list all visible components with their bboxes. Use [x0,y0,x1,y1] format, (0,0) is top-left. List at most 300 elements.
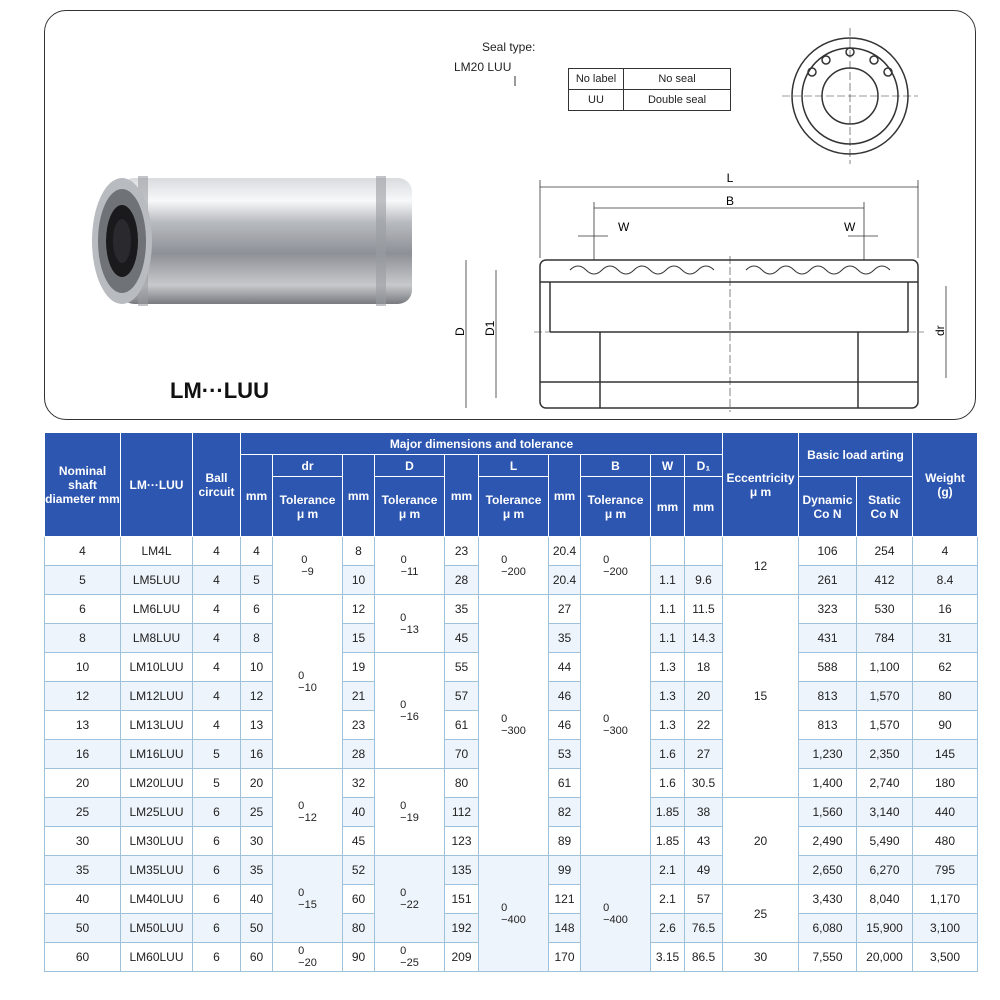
cell-nominal: 40 [45,885,121,914]
cell-dynamic: 2,490 [799,827,857,856]
cell-L-tol [479,537,549,595]
cell-weight: 795 [913,856,978,885]
technical-drawing [430,20,970,420]
cell-nominal: 60 [45,943,121,972]
seal-code-cell: UU [569,90,624,111]
cell-ball: 6 [193,856,241,885]
col-static [857,477,913,537]
tolerance-upper: 0 [400,887,407,899]
tolerance-value [501,713,526,737]
cell-dynamic: 431 [799,624,857,653]
cell-dr-mm: 6 [241,595,273,624]
cell-dr-mm: 12 [241,682,273,711]
cell-L-mm: 35 [445,595,479,624]
tolerance-lower: −12 [298,812,317,824]
header-row [45,433,978,455]
cell-B-mm: 35 [549,624,581,653]
cell-ball: 4 [193,711,241,740]
cell-L-tol [479,595,549,856]
cell-static: 412 [857,566,913,595]
tolerance-value [400,699,419,723]
cell-eccentricity: 20 [723,798,799,885]
cell-B-mm: 99 [549,856,581,885]
cell-weight: 90 [913,711,978,740]
tolerance-upper: 0 [400,698,407,711]
cell-D-tol [375,537,445,595]
cell-D-mm: 60 [343,885,375,914]
cell-model: LM50LUU [121,914,193,943]
cell-D1: 11.5 [685,595,723,624]
tolerance-upper: 0 [298,945,305,957]
cell-D1: 30.5 [685,769,723,798]
spec-table [44,432,978,972]
cell-D-tol [375,653,445,769]
tolerance-value [603,902,628,926]
cell-ball: 5 [193,740,241,769]
cell-dynamic: 106 [799,537,857,566]
cell-W: 1.1 [651,624,685,653]
cell-D-mm: 19 [343,653,375,682]
cell-B-mm: 170 [549,943,581,972]
cell-D-mm: 8 [343,537,375,566]
cell-static: 1,570 [857,682,913,711]
cell-ball: 4 [193,682,241,711]
tolerance-value [400,945,419,969]
cell-dr-tol [273,769,343,856]
cell-ball: 6 [193,885,241,914]
cell-model: LM16LUU [121,740,193,769]
cell-ball: 4 [193,595,241,624]
static-unit: Co N [870,506,899,521]
dim-W-left: W [618,220,630,234]
cell-dr-mm: 4 [241,537,273,566]
cell-D1: 22 [685,711,723,740]
cell-model: LM30LUU [121,827,193,856]
cell-dr-mm: 50 [241,914,273,943]
cell-D-mm: 21 [343,682,375,711]
cell-weight: 80 [913,682,978,711]
tolerance-upper: 0 [400,800,407,812]
seal-desc-cell: Double seal [624,90,731,111]
cell-D1: 20 [685,682,723,711]
tolerance-lower: −300 [501,725,526,737]
cell-D1: 49 [685,856,723,885]
cell-L-mm: 61 [445,711,479,740]
col-D1: D₁ [685,455,723,477]
cell-W: 1.6 [651,769,685,798]
cell-D-mm: 32 [343,769,375,798]
cell-D-tol [375,943,445,972]
tolerance-lower: −200 [603,565,628,578]
cell-dr-mm: 30 [241,827,273,856]
cell-eccentricity: 15 [723,595,799,798]
cell-D1: 38 [685,798,723,827]
tolerance-value [298,945,317,969]
tolerance-lower: −400 [603,913,628,926]
cell-model: LM25LUU [121,798,193,827]
cell-static: 530 [857,595,913,624]
dynamic-unit: Co N [813,506,842,521]
cell-D-mm: 90 [343,943,375,972]
col-major: Major dimensions and tolerance [241,433,723,455]
cell-dr-mm: 8 [241,624,273,653]
cell-weight: 180 [913,769,978,798]
cell-D-tol [375,856,445,943]
cell-B-mm: 20.4 [549,566,581,595]
tol-unit: μ m [296,506,319,521]
cell-D1 [685,537,723,566]
cell-dr-mm: 60 [241,943,273,972]
tolerance-lower: −10 [298,681,317,694]
cell-dr-mm: 5 [241,566,273,595]
cell-D1: 27 [685,740,723,769]
cell-dynamic: 1,560 [799,798,857,827]
cell-weight: 1,170 [913,885,978,914]
cell-W: 1.85 [651,798,685,827]
cell-weight: 440 [913,798,978,827]
tol-label: Tolerance [485,492,542,507]
cell-L-mm: 28 [445,566,479,595]
cell-model: LM10LUU [121,653,193,682]
tolerance-lower: −400 [501,913,526,926]
cell-L-mm: 135 [445,856,479,885]
tolerance-upper: 0 [603,553,610,566]
col-ball: Ball circuit [193,433,241,537]
cell-nominal: 50 [45,914,121,943]
cell-D-tol [375,769,445,856]
tol-label: Tolerance [279,492,336,507]
cell-nominal: 25 [45,798,121,827]
col-W-mm: mm [651,477,685,537]
cell-dynamic: 588 [799,653,857,682]
cell-D-mm: 12 [343,595,375,624]
cell-ball: 4 [193,537,241,566]
cell-nominal: 6 [45,595,121,624]
cell-nominal: 30 [45,827,121,856]
tolerance-upper: 0 [501,901,508,914]
cell-static: 8,040 [857,885,913,914]
tolerance-lower: −22 [400,899,419,911]
cell-nominal: 16 [45,740,121,769]
cell-dynamic: 3,430 [799,885,857,914]
cell-nominal: 4 [45,537,121,566]
cell-ball: 6 [193,943,241,972]
tolerance-lower: −25 [400,957,419,969]
seal-type-code: LM20 LUU [454,60,512,74]
tolerance-lower: −15 [298,899,317,911]
col-D-tol [375,477,445,537]
dim-B: B [725,194,735,208]
cell-static: 2,740 [857,769,913,798]
tolerance-upper: 0 [400,553,407,566]
static-label: Static [868,492,901,507]
cell-B-mm: 82 [549,798,581,827]
dynamic-label: Dynamic [802,492,853,507]
col-B-tol [581,477,651,537]
cell-D1: 86.5 [685,943,723,972]
weight-label: Weight [925,470,965,485]
cell-B-mm: 121 [549,885,581,914]
weight-unit: (g) [937,484,953,499]
cell-D-mm: 40 [343,798,375,827]
cell-B-mm: 46 [549,682,581,711]
tolerance-lower: −13 [400,623,419,636]
tolerance-lower: −200 [501,565,526,578]
col-load: Basic load arting [799,433,913,477]
cell-W: 1.6 [651,740,685,769]
cell-dr-mm: 35 [241,856,273,885]
cell-ball: 6 [193,827,241,856]
product-label: LM···LUU [170,378,269,403]
cell-dynamic: 2,650 [799,856,857,885]
cell-W: 2.1 [651,885,685,914]
col-dr: dr [273,455,343,477]
cell-weight: 145 [913,740,978,769]
cell-dynamic: 6,080 [799,914,857,943]
tolerance-lower: −19 [400,812,419,824]
tolerance-value [400,800,419,824]
cell-W: 2.6 [651,914,685,943]
col-nominal: Nominal shaft diameter mm [45,433,121,537]
cell-D-mm: 10 [343,566,375,595]
col-B: B [581,455,651,477]
cell-B-mm: 53 [549,740,581,769]
cell-static: 20,000 [857,943,913,972]
cell-model: LM13LUU [121,711,193,740]
cell-static: 2,350 [857,740,913,769]
seal-desc-cell: No seal [624,69,731,90]
cell-weight: 3,100 [913,914,978,943]
tolerance-upper: 0 [501,553,508,566]
cell-model: LM60LUU [121,943,193,972]
tol-unit: μ m [502,506,525,521]
cell-B-tol [581,595,651,856]
cell-weight: 16 [913,595,978,624]
dim-D1: D1 [483,320,497,336]
col-dr-mm: mm [241,455,273,537]
cell-L-mm: 192 [445,914,479,943]
cell-model: LM4L [121,537,193,566]
cell-nominal: 20 [45,769,121,798]
tol-label: Tolerance [587,492,644,507]
col-weight [913,433,978,537]
cell-L-mm: 151 [445,885,479,914]
cell-dynamic: 813 [799,682,857,711]
cell-D-mm: 52 [343,856,375,885]
cell-dynamic: 7,550 [799,943,857,972]
cell-B-mm: 27 [549,595,581,624]
tolerance-upper: 0 [298,800,305,812]
tolerance-lower: −16 [400,710,419,723]
cell-W: 3.15 [651,943,685,972]
tolerance-value [501,902,526,926]
cell-weight: 31 [913,624,978,653]
cell-eccentricity: 25 [723,885,799,943]
cell-dr-mm: 13 [241,711,273,740]
ecc-unit: μ m [749,484,772,499]
cell-dynamic: 1,230 [799,740,857,769]
tolerance-lower: −20 [298,957,317,969]
col-dr-tol [273,477,343,537]
cell-dr-tol [273,856,343,943]
col-model: LM···LUU [121,433,193,537]
cell-D1: 9.6 [685,566,723,595]
cell-weight: 4 [913,537,978,566]
cell-nominal: 13 [45,711,121,740]
cell-B-tol [581,856,651,972]
ecc-label: Eccentricity [726,470,795,485]
cell-dr-mm: 25 [241,798,273,827]
dim-dr: dr [933,325,947,336]
tol-unit: μ m [398,506,421,521]
cell-B-mm: 89 [549,827,581,856]
col-L: L [479,455,549,477]
cell-B-mm: 61 [549,769,581,798]
cell-L-mm: 123 [445,827,479,856]
cell-model: LM35LUU [121,856,193,885]
cell-static: 3,140 [857,798,913,827]
cell-dynamic: 261 [799,566,857,595]
cell-static: 254 [857,537,913,566]
cell-D1: 76.5 [685,914,723,943]
seal-code-cell: No label [569,69,624,90]
col-B-mm: mm [549,455,581,537]
cell-D-mm: 23 [343,711,375,740]
cell-weight: 3,500 [913,943,978,972]
cell-L-mm: 112 [445,798,479,827]
tolerance-upper: 0 [298,887,305,899]
tolerance-value [401,554,419,578]
cell-nominal: 12 [45,682,121,711]
tolerance-upper: 0 [501,713,508,725]
cell-dr-mm: 16 [241,740,273,769]
cell-W: 1.3 [651,682,685,711]
cell-ball: 4 [193,653,241,682]
cell-D1: 14.3 [685,624,723,653]
cell-L-mm: 23 [445,537,479,566]
cell-W: 1.1 [651,595,685,624]
tolerance-lower: −9 [301,565,314,578]
section-view [534,256,924,412]
cell-D1: 43 [685,827,723,856]
tolerance-upper: 0 [400,945,407,957]
product-photo [60,100,426,416]
cell-model: LM12LUU [121,682,193,711]
cell-nominal: 8 [45,624,121,653]
tol-unit: μ m [604,506,627,521]
tolerance-value [501,554,526,578]
cell-D-mm: 80 [343,914,375,943]
cell-dr-mm: 20 [241,769,273,798]
cell-B-mm: 46 [549,711,581,740]
cell-ball: 4 [193,624,241,653]
cell-nominal: 5 [45,566,121,595]
dim-W-right: W [844,220,856,234]
cell-D-tol [375,595,445,653]
cell-model: LM5LUU [121,566,193,595]
cell-dr-mm: 10 [241,653,273,682]
tolerance-lower: −300 [603,725,628,737]
cell-model: LM8LUU [121,624,193,653]
cell-D1: 18 [685,653,723,682]
cell-eccentricity: 30 [723,943,799,972]
cell-ball: 4 [193,566,241,595]
cell-L-mm: 70 [445,740,479,769]
cell-W [651,537,685,566]
table-row [45,537,978,566]
tolerance-value [400,612,419,636]
cell-dynamic: 323 [799,595,857,624]
cell-L-mm: 209 [445,943,479,972]
cell-L-mm: 45 [445,624,479,653]
cell-B-mm: 44 [549,653,581,682]
col-eccentricity [723,433,799,537]
cell-W: 1.3 [651,711,685,740]
cell-model: LM6LUU [121,595,193,624]
cell-D-mm: 15 [343,624,375,653]
tolerance-upper: 0 [603,901,610,914]
cell-ball: 5 [193,769,241,798]
table-row [45,595,978,624]
cell-L-tol [479,856,549,972]
col-W: W [651,455,685,477]
col-L-tol [479,477,549,537]
cell-dr-tol [273,537,343,595]
col-D1-mm: mm [685,477,723,537]
seal-type-title: Seal type: [482,40,536,54]
col-L-mm: mm [445,455,479,537]
cell-D1: 57 [685,885,723,914]
cell-dr-mm: 40 [241,885,273,914]
tolerance-value [400,887,419,911]
cell-weight: 480 [913,827,978,856]
dim-D: D [453,327,467,336]
cell-L-mm: 80 [445,769,479,798]
col-D: D [375,455,445,477]
cell-dr-tol [273,595,343,769]
cell-static: 784 [857,624,913,653]
cell-weight: 8.4 [913,566,978,595]
tolerance-upper: 0 [603,713,610,725]
tolerance-value [298,887,317,911]
cell-nominal: 10 [45,653,121,682]
cell-model: LM40LUU [121,885,193,914]
tolerance-upper: 0 [301,553,308,566]
col-D-mm: mm [343,455,375,537]
cell-B-mm: 148 [549,914,581,943]
cell-static: 6,270 [857,856,913,885]
cell-nominal: 35 [45,856,121,885]
cell-static: 1,570 [857,711,913,740]
cell-B-tol [581,537,651,595]
tolerance-lower: −11 [400,565,419,578]
cell-B-mm: 20.4 [549,537,581,566]
cell-weight: 62 [913,653,978,682]
cell-model: LM20LUU [121,769,193,798]
spec-body [45,537,978,972]
cell-ball: 6 [193,798,241,827]
cell-static: 5,490 [857,827,913,856]
tolerance-value [603,713,628,737]
cell-L-mm: 57 [445,682,479,711]
cell-dynamic: 813 [799,711,857,740]
cell-ball: 6 [193,914,241,943]
tolerance-upper: 0 [298,669,305,682]
cell-dr-tol [273,943,343,972]
cell-L-mm: 55 [445,653,479,682]
cell-W: 1.85 [651,827,685,856]
tolerance-value [298,670,317,694]
